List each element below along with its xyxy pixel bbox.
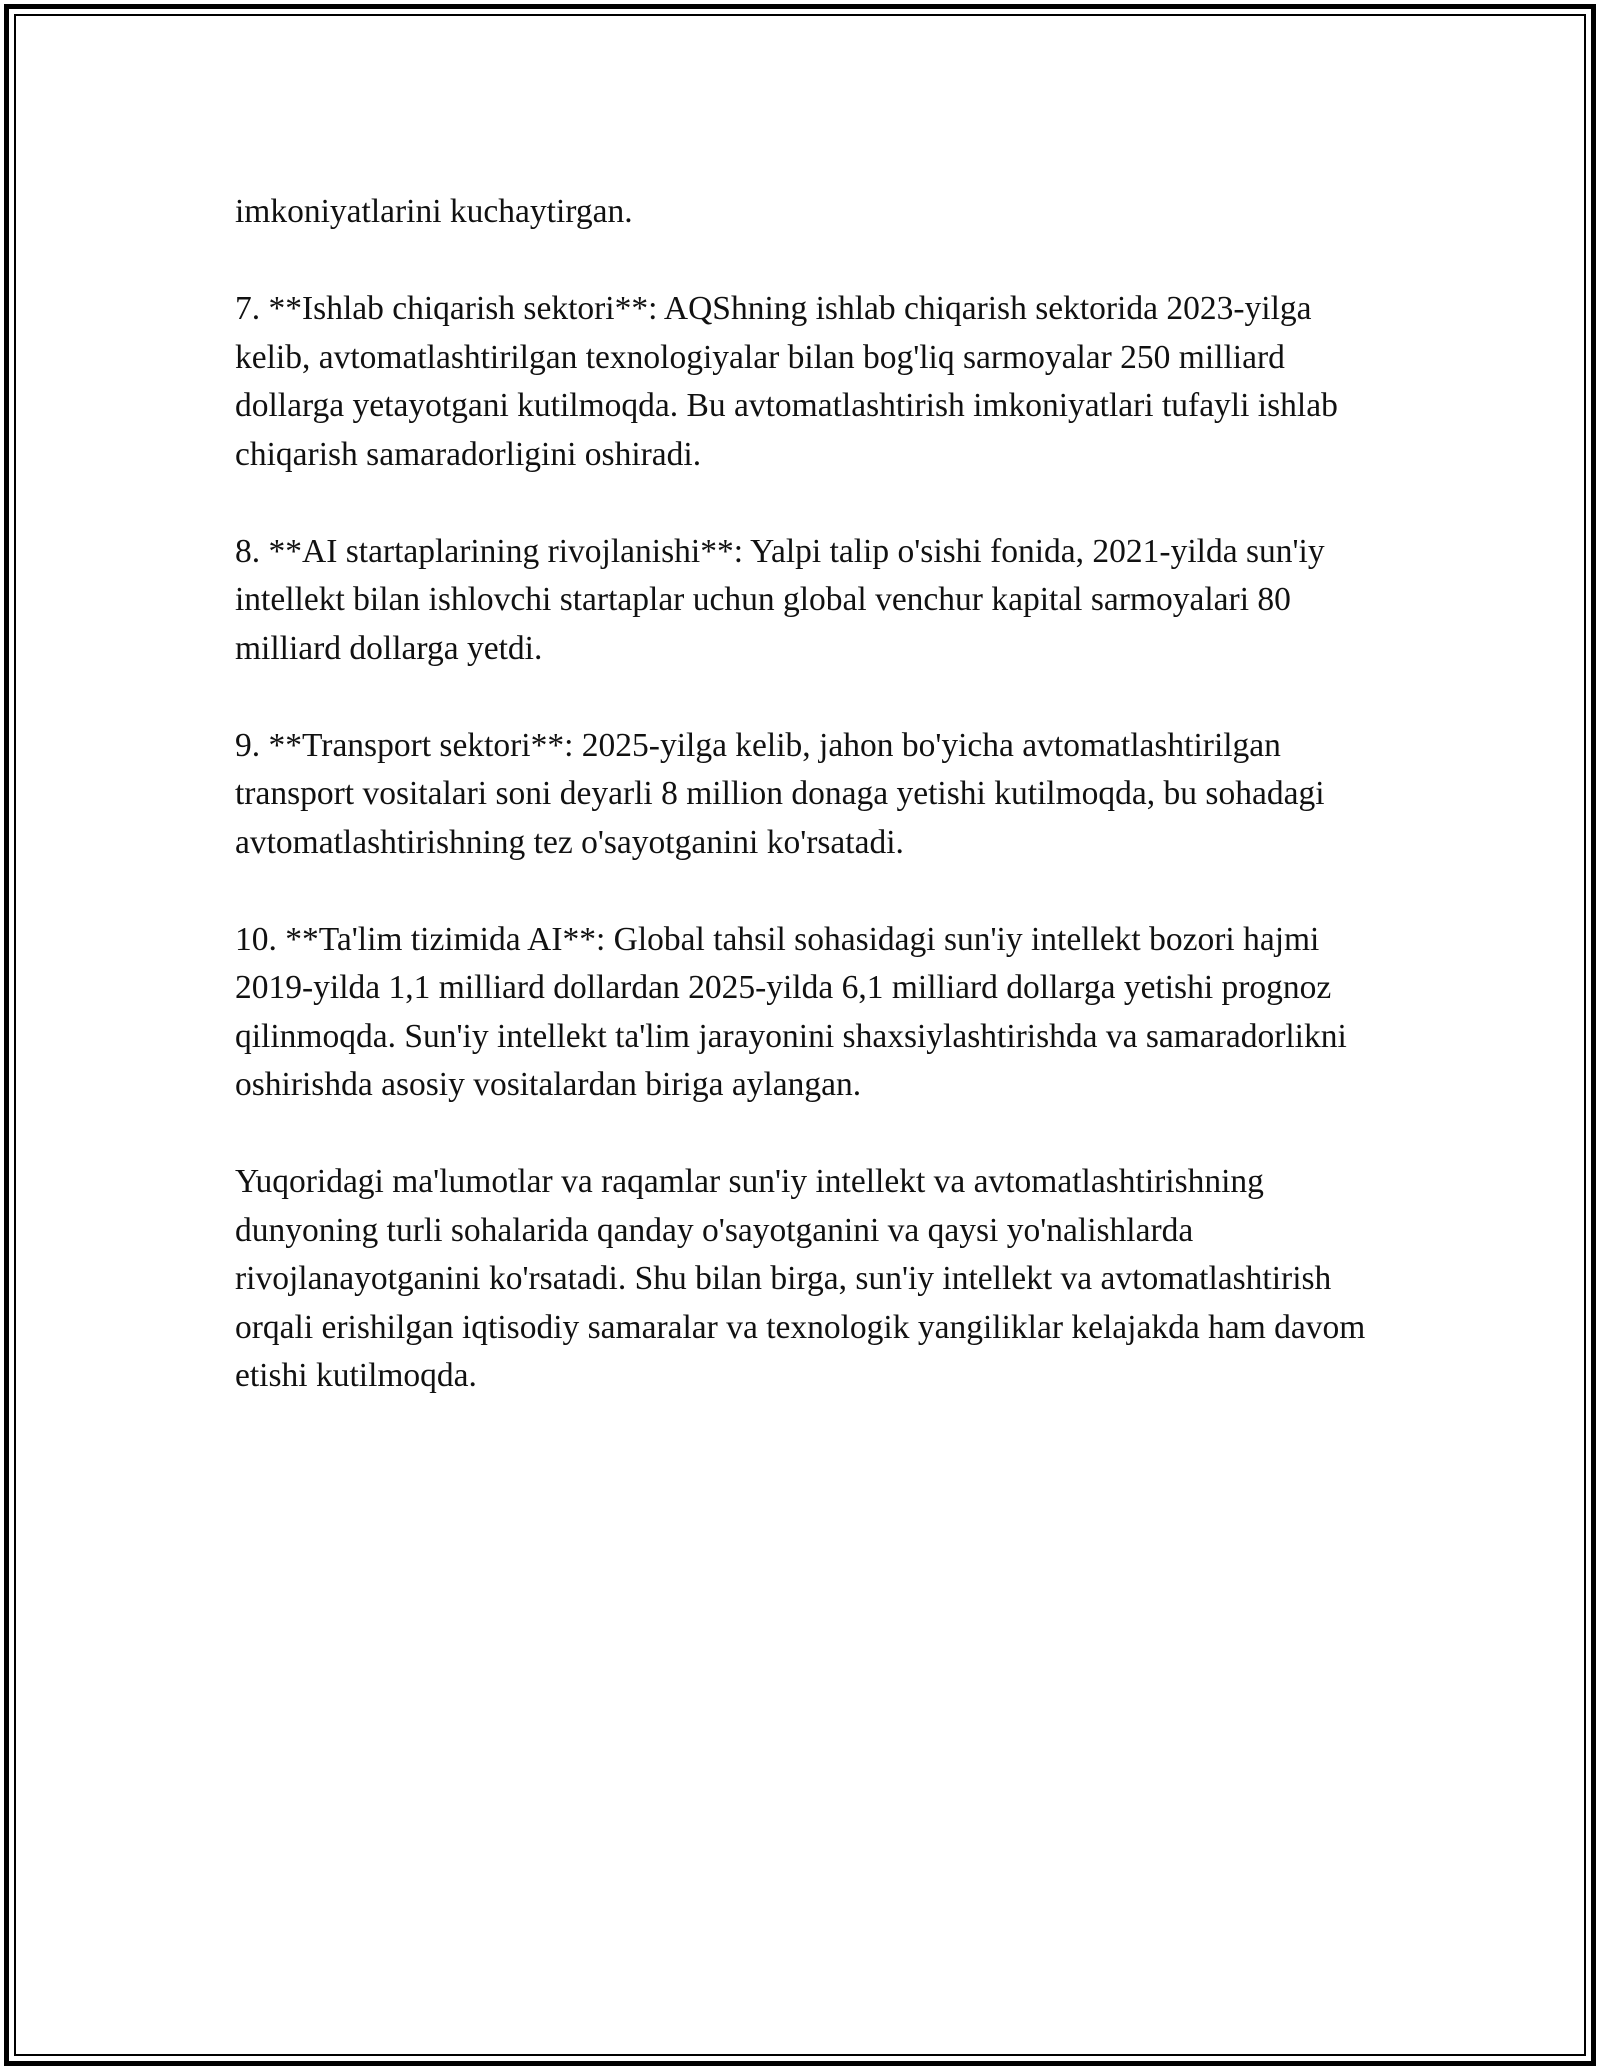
paragraph-item-10: 10. **Ta'lim tizimida AI**: Global tahsil sohasidagi sun'iy intellekt bozori hajmi 2019-yilda 1,1 milliard dollardan 2025-yilda 6,1 milliard dollarga yetishi prognoz qilinmoqda. Sun'iy intellekt ta'lim jarayonini shaxsiylashtirishda va samaradorlikni oshirishda asosiy vositalardan biriga aylangan.: [235, 920, 1347, 1103]
document-body: [235, 188, 1385, 1401]
paragraph-item-9: 9. **Transport sektori**: 2025-yilga kelib, jahon bo'yicha avtomatlashtirilgan transport vositalari soni deyarli 8 million donaga yetishi kutilmoqda, bu sohadagi avtomatlashtirishning tez o'sayotganini ko'rsatadi.: [235, 726, 1325, 861]
paragraph-item-7: 7. **Ishlab chiqarish sektori**: AQShning ishlab chiqarish sektorida 2023-yilga kelib, avtomatlashtirilgan texnologiyalar bilan bog'liq sarmoyalar 250 milliard dollarga yetayotgani kutilmoqda. Bu avtomatlashtirish imkoniyatlari tufayli ishlab chiqarish samaradorligini oshiradi.: [235, 290, 1338, 473]
paragraph-continuation: imkoniyatlarini kuchaytirgan.: [235, 193, 633, 230]
paragraph-item-8: 8. **AI startaplarining rivojlanishi**: Yalpi talip o'sishi fonida, 2021-yilda sun'iy intellekt bilan ishlovchi startaplar uchun global venchur kapital sarmoyalari 80 milliard dollarga yetdi.: [235, 532, 1325, 667]
paragraph-conclusion: Yuqoridagi ma'lumotlar va raqamlar sun'iy intellekt va avtomatlashtirishning dunyoning turli sohalarida qanday o'sayotganini va qaysi yo'nalishlarda rivojlanayotganini ko'rsatadi. Shu bilan birga, sun'iy intellekt va avtomatlashtirish orqali erishilgan iqtisodiy samaralar va texnologik yangiliklar kelajakda ham davom etishi kutilmoqda.: [235, 1163, 1366, 1394]
